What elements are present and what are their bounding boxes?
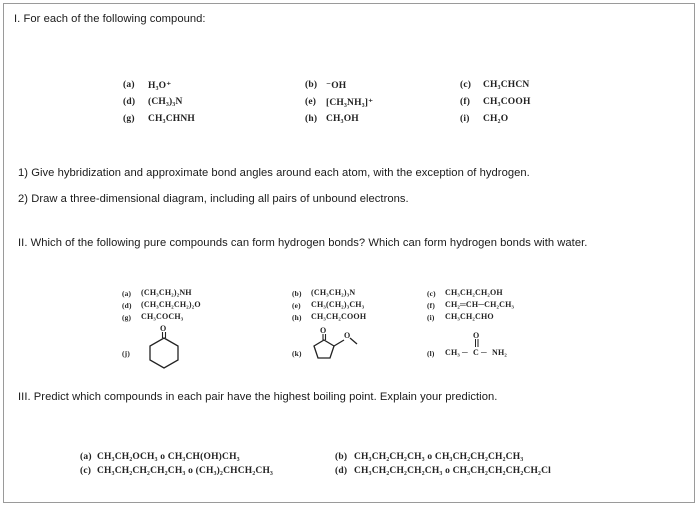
- cyclic-ketone-structure: [140, 324, 188, 370]
- acetamide-carbon: C: [473, 348, 479, 357]
- pair-formula: CH₃CH₂CH₂CH₂CH₃ o CH₃CH₂CH₂CH₂CH₂Cl: [354, 466, 551, 476]
- compound-label: (f): [460, 97, 471, 107]
- compound-formula: ⁻OH: [326, 81, 347, 91]
- compound-formula: CH₃CHNH: [148, 114, 195, 124]
- compound-label: (d): [123, 97, 136, 107]
- compound-formula: CH₃OH: [326, 114, 359, 124]
- compound-formula: [CH₃NH₃]⁺: [326, 98, 374, 108]
- compound-formula: CH₃(CH₂)₃CH₃: [311, 300, 365, 309]
- document-frame: [3, 3, 695, 503]
- compound-label: (f): [427, 301, 435, 310]
- acetamide-bond: ─: [481, 348, 487, 357]
- structure-label-l: (l): [427, 349, 435, 358]
- part2-title: II. Which of the following pure compounds can form hydrogen bonds? Which can form hydrogen bonds with water.: [18, 237, 588, 249]
- compound-label: (h): [292, 313, 302, 322]
- compound-label: (e): [292, 301, 301, 310]
- pair-formula: CH₃CH₂OCH₃ o CH₃CH(OH)CH₃: [97, 452, 240, 462]
- acetamide-left: CH₃: [445, 348, 460, 357]
- compound-formula: CH₃CHCN: [483, 80, 530, 90]
- acetamide-right: NH₂: [492, 348, 507, 357]
- compound-formula: (CH₃CH₂CH₂)₂O: [141, 300, 201, 309]
- pair-label: (b): [335, 452, 348, 462]
- compound-label: (g): [122, 313, 132, 322]
- compound-label: (i): [427, 313, 435, 322]
- oxygen-atom: O: [160, 324, 167, 333]
- compound-formula: CH₂O: [483, 114, 509, 124]
- pair-label: (c): [80, 466, 92, 476]
- part1-title: I. For each of the following compound:: [14, 13, 206, 25]
- compound-label: (h): [305, 114, 318, 124]
- compound-formula: (CH₃)₃N: [148, 97, 183, 107]
- compound-formula: CH₃CH₂CHO: [445, 312, 494, 321]
- part1-question-2: 2) Draw a three-dimensional diagram, including all pairs of unbound electrons.: [18, 193, 409, 205]
- compound-formula: CH₃CH₂CH₂OH: [445, 288, 503, 297]
- compound-label: (e): [305, 97, 317, 107]
- oxygen-atom: O: [344, 331, 351, 340]
- pair-formula: CH₃CH₂CH₂CH₃ o CH₃CH₂CH₂CH₂CH₃: [354, 452, 524, 462]
- compound-formula: CH₃COCH₃: [141, 312, 184, 321]
- compound-formula: CH₂═CH─CH₂CH₃: [445, 300, 515, 309]
- compound-formula: CH₃COOH: [483, 97, 531, 107]
- structure-label-j: (j): [122, 349, 130, 358]
- compound-label: (c): [427, 289, 436, 298]
- acetamide-bond: ─: [462, 348, 468, 357]
- oxygen-atom: O: [473, 331, 480, 340]
- compound-formula: CH₃CH₂COOH: [311, 312, 367, 321]
- pair-label: (d): [335, 466, 348, 476]
- oxygen-atom: O: [320, 326, 327, 335]
- compound-label: (a): [123, 80, 135, 90]
- pair-formula: CH₃CH₂CH₂CH₂CH₃ o (CH₃)₂CHCH₂CH₃: [97, 466, 274, 476]
- compound-formula: (CH₃CH₂)₃N: [311, 288, 356, 297]
- compound-label: (b): [305, 80, 318, 90]
- compound-label: (g): [123, 114, 135, 124]
- compound-label: (a): [122, 289, 132, 298]
- carbonyl-oxygen: [470, 330, 484, 348]
- lactone-structure: [310, 326, 360, 364]
- part1-question-1: 1) Give hybridization and approximate bond angles around each atom, with the exception of hydrogen.: [18, 167, 530, 179]
- compound-formula: H₃O⁺: [148, 81, 172, 91]
- compound-label: (i): [460, 114, 470, 124]
- pair-label: (a): [80, 452, 92, 462]
- part3-title: III. Predict which compounds in each pair have the highest boiling point. Explain your prediction.: [18, 391, 498, 403]
- compound-formula: (CH₃CH₂)₂NH: [141, 288, 192, 297]
- compound-label: (d): [122, 301, 132, 310]
- compound-label: (c): [460, 80, 472, 90]
- structure-label-k: (k): [292, 349, 302, 358]
- compound-label: (b): [292, 289, 302, 298]
